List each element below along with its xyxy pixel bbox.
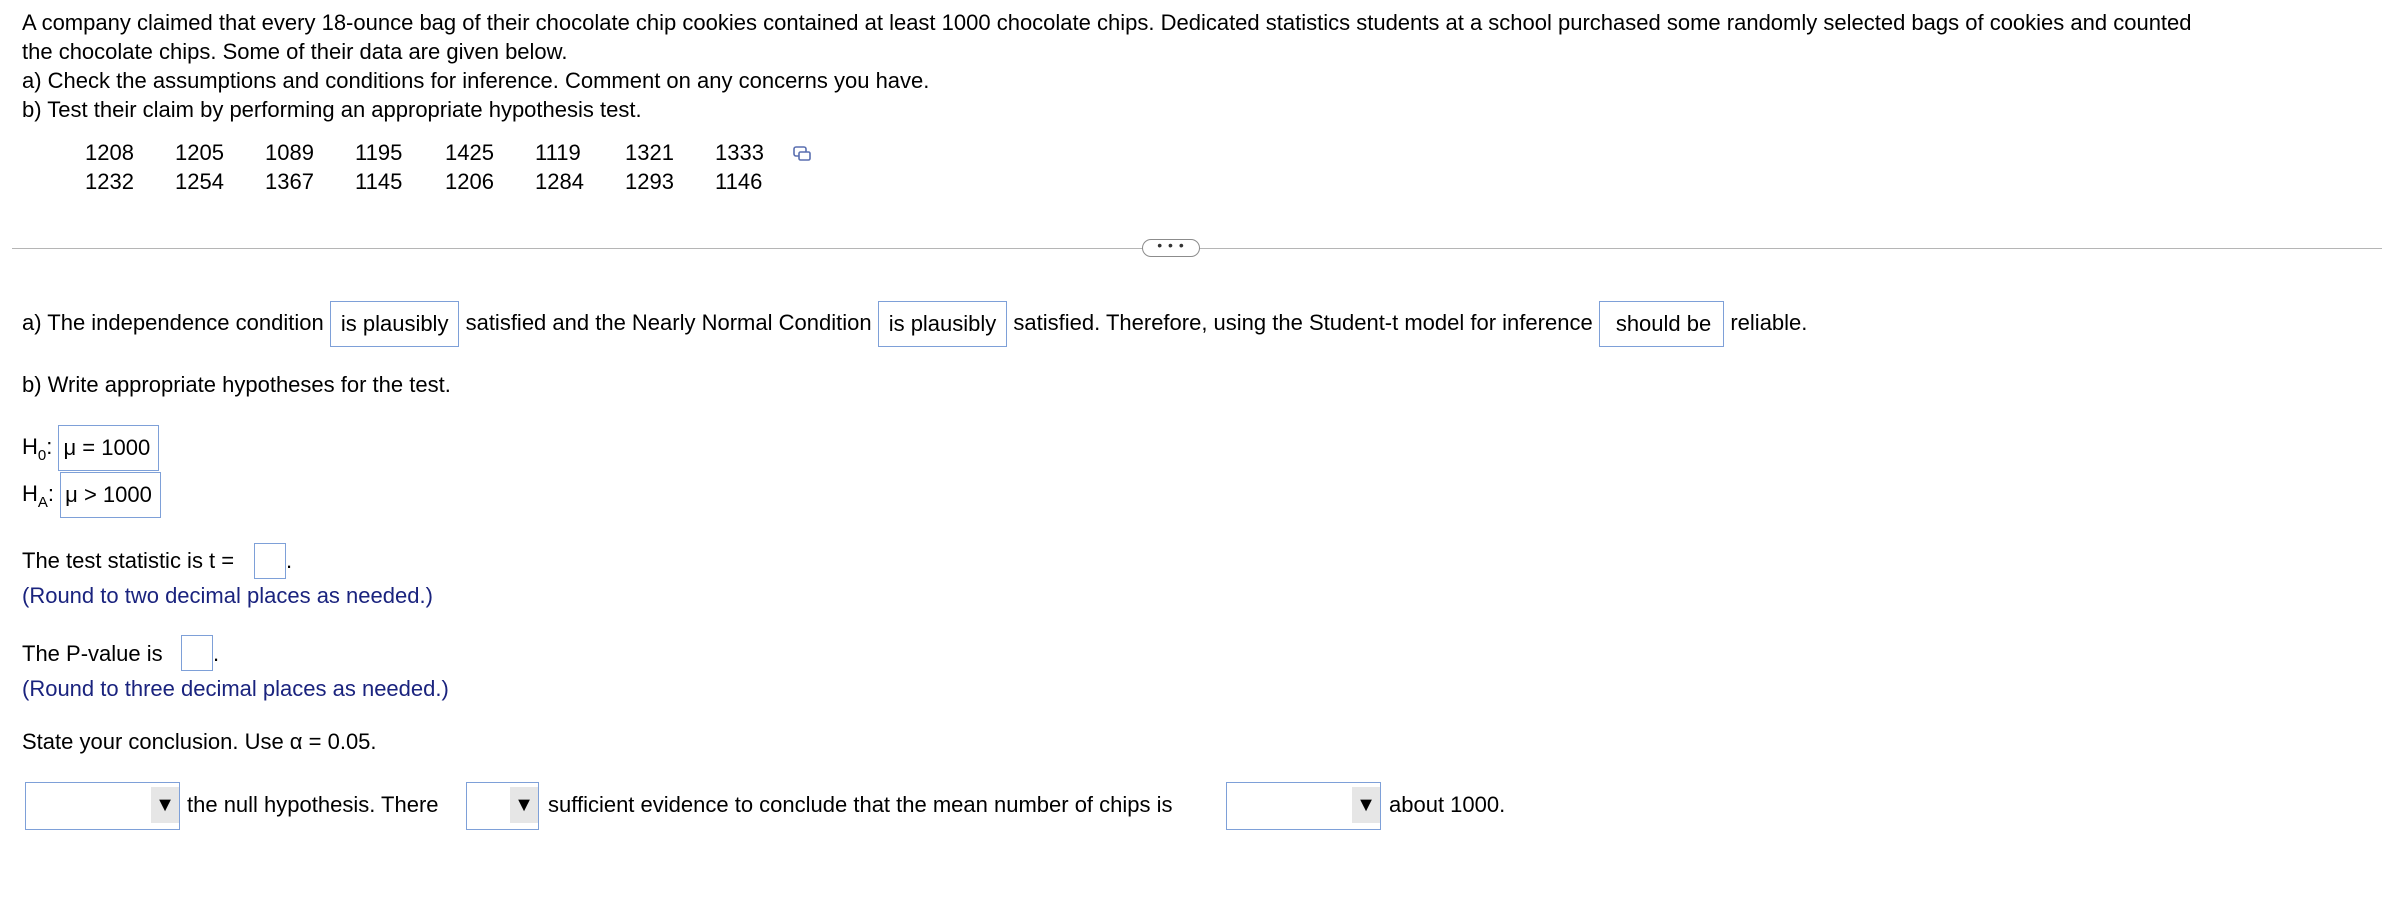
test-statistic-period: .: [286, 548, 293, 573]
answer-a-suffix: reliable.: [1730, 309, 1808, 335]
table-row: [85, 138, 805, 167]
problem-part-b: b) Test their claim by performing an appropriate hypothesis test.: [22, 97, 642, 122]
expand-button[interactable]: • • •: [1142, 239, 1200, 257]
normal-condition-answer-box[interactable]: is plausibly: [878, 301, 1008, 347]
conclusion-prompt: State your conclusion. Use α = 0.05.: [22, 729, 377, 754]
test-statistic-hint: (Round to two decimal places as needed.): [22, 583, 433, 608]
null-hypothesis-box[interactable]: μ = 1000: [58, 425, 159, 471]
answer-a-prefix: a) The independence condition: [22, 309, 324, 335]
alt-hypothesis-box[interactable]: μ > 1000: [60, 472, 161, 518]
null-hypothesis-row: [22, 425, 159, 471]
data-cell: 1146: [715, 168, 763, 194]
test-statistic-input[interactable]: [254, 543, 286, 579]
answer-a-mid2: satisfied. Therefore, using the Student-t model for inference: [1013, 309, 1593, 335]
data-cell: 1119: [535, 139, 581, 165]
answer-a-line: [22, 301, 1807, 347]
conclusion-text-1: the null hypothesis. There: [187, 792, 439, 817]
chevron-down-icon: ▼: [151, 787, 179, 823]
p-value-label: The P-value is: [22, 641, 163, 666]
model-reliability-answer-box[interactable]: should be: [1599, 301, 1724, 347]
chevron-down-icon: ▼: [1352, 787, 1380, 823]
conclusion-text-2: sufficient evidence to conclude that the mean number of chips is: [548, 792, 1173, 817]
data-cell: 1232: [85, 168, 134, 194]
alt-hypothesis-row: [22, 472, 161, 518]
copy-data-icon[interactable]: [793, 146, 811, 162]
data-cell: 1254: [175, 168, 224, 194]
p-value-hint: (Round to three decimal places as needed.): [22, 676, 449, 701]
data-cell: 1284: [535, 168, 584, 194]
problem-statement: [22, 8, 2362, 124]
alt-hypothesis-label: $H_A$:: [22, 480, 55, 511]
evidence-dropdown[interactable]: [466, 782, 539, 830]
data-cell: 1293: [625, 168, 674, 194]
data-cell: 1195: [355, 139, 403, 165]
comparison-dropdown[interactable]: [1226, 782, 1381, 830]
data-cell: 1208: [85, 139, 134, 165]
data-cell: 1089: [265, 139, 314, 165]
data-cell: 1321: [625, 139, 674, 165]
test-statistic-label: The test statistic is t =: [22, 548, 235, 573]
answer-a-mid1: satisfied and the Nearly Normal Condition: [465, 309, 872, 335]
table-row: [85, 167, 805, 196]
p-value-input[interactable]: [181, 635, 213, 671]
data-cell: 1367: [265, 168, 314, 194]
conclusion-text-3: about 1000.: [1389, 792, 1506, 817]
problem-text-line1: A company claimed that every 18-ounce bag of their chocolate chip cookies contained at least 1000 chocolate chips. Dedicated statistics students at a school purchased some randomly selected bags of cookies and counted: [22, 10, 2192, 35]
hypotheses-prompt: b) Write appropriate hypotheses for the test.: [22, 372, 451, 397]
data-cell: 1145: [355, 168, 403, 194]
data-cell: 1425: [445, 139, 494, 165]
problem-text-line2: the chocolate chips. Some of their data are given below.: [22, 39, 568, 64]
data-cell: 1205: [175, 139, 224, 165]
data-table: [85, 138, 805, 196]
problem-part-a: a) Check the assumptions and conditions for inference. Comment on any concerns you have.: [22, 68, 930, 93]
data-cell: 1206: [445, 168, 494, 194]
chevron-down-icon: ▼: [510, 787, 538, 823]
independence-answer-box[interactable]: is plausibly: [330, 301, 460, 347]
p-value-period: .: [213, 641, 220, 666]
data-cell: 1333: [715, 139, 764, 165]
null-hypothesis-label: $H_0$:: [22, 433, 53, 464]
reject-decision-dropdown[interactable]: [25, 782, 180, 830]
